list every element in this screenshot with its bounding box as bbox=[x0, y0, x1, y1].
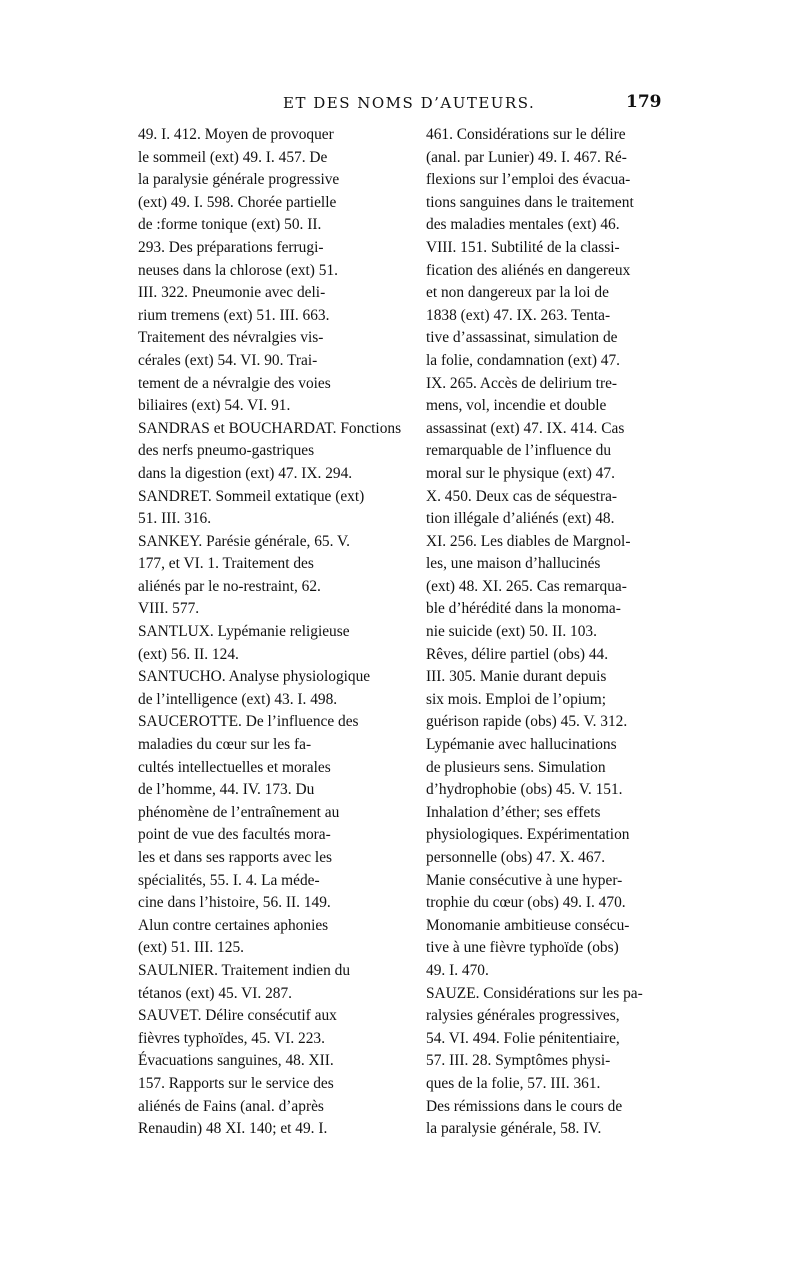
text-line: fication des aliénés en dangereux bbox=[426, 261, 631, 279]
text-line: la folie, condamnation (ext) 47. bbox=[426, 351, 621, 369]
text-line: VIII. 577. bbox=[138, 600, 200, 618]
left-column bbox=[138, 124, 402, 1141]
text-line: de :forme tonique (ext) 50. II. bbox=[138, 216, 322, 234]
text-line: trophie du cœur (obs) 49. I. 470. bbox=[426, 894, 626, 912]
text-line: tion illégale d’aliénés (ext) 48. bbox=[426, 510, 615, 528]
text-line: tive d’assassinat, simulation de bbox=[426, 329, 618, 347]
text-line: des nerfs pneumo-gastriques bbox=[138, 442, 315, 460]
text-line: Rêves, délire partiel (obs) 44. bbox=[426, 645, 609, 663]
text-line: des maladies mentales (ext) 46. bbox=[426, 216, 620, 234]
text-line: 293. Des préparations ferrugi- bbox=[138, 238, 324, 256]
text-line: Renaudin) 48 XI. 140; et 49. I. bbox=[138, 1120, 328, 1138]
text-line: 49. I. 470. bbox=[426, 961, 489, 979]
text-line: Traitement des névralgies vis- bbox=[138, 329, 324, 347]
text-line: 157. Rapports sur le service des bbox=[138, 1074, 334, 1092]
text-line: cultés intellectuelles et morales bbox=[138, 758, 331, 776]
text-line: ble d’hérédité dans la monoma- bbox=[426, 600, 621, 618]
text-line: nie suicide (ext) 50. II. 103. bbox=[426, 623, 597, 641]
text-line: mens, vol, incendie et double bbox=[426, 397, 607, 415]
text-line: spécialités, 55. I. 4. La méde- bbox=[138, 871, 320, 889]
text-line: les et dans ses rapports avec les bbox=[138, 849, 333, 866]
text-line: Monomanie ambitieuse consécu- bbox=[426, 916, 630, 934]
text-line: d’hydrophobie (obs) 45. V. 151. bbox=[426, 781, 623, 799]
text-line: 51. III. 316. bbox=[138, 510, 212, 528]
text-line: six mois. Emploi de l’opium; bbox=[426, 690, 606, 708]
text-line: Évacuations sanguines, 48. XII. bbox=[138, 1052, 334, 1070]
text-line: flexions sur l’emploi des évacua- bbox=[426, 171, 631, 189]
text-line: et non dangereux par la loi de bbox=[426, 284, 609, 302]
text-line: tement de a névralgie des voies bbox=[138, 374, 331, 392]
text-line: IX. 265. Accès de delirium tre- bbox=[426, 374, 618, 392]
text-line: la paralysie générale, 58. IV. bbox=[426, 1120, 602, 1138]
text-line: SANKEY. Parésie générale, 65. V. bbox=[138, 532, 351, 550]
text-line: de l’intelligence (ext) 43. I. 498. bbox=[138, 690, 338, 708]
text-line: cérales (ext) 54. VI. 90. Trai- bbox=[138, 351, 318, 369]
text-line: (ext) 56. II. 124. bbox=[138, 645, 239, 663]
text-line: guérison rapide (obs) 45. V. 312. bbox=[426, 713, 628, 731]
text-line: de plusieurs sens. Simulation bbox=[426, 758, 606, 776]
text-line: aliénés par le no-restraint, 62. bbox=[138, 577, 321, 595]
text-line: 177, et VI. 1. Traitement des bbox=[138, 555, 314, 573]
text-line: VIII. 151. Subtilité de la classi- bbox=[426, 238, 620, 256]
text-line: (ext) 48. XI. 265. Cas remarqua- bbox=[426, 577, 627, 595]
text-line: remarquable de l’influence du bbox=[426, 442, 612, 460]
text-line: XI. 256. Les diables de Margnol- bbox=[426, 532, 631, 550]
text-line: SANDRET. Sommeil extatique (ext) bbox=[138, 487, 365, 505]
text-line: dans la digestion (ext) 47. IX. 294. bbox=[138, 464, 353, 482]
text-line: ques de la folie, 57. III. 361. bbox=[426, 1074, 601, 1092]
text-line: 1838 (ext) 47. IX. 263. Tenta- bbox=[426, 306, 611, 324]
text-line: SAUZE. Considérations sur les pa- bbox=[426, 984, 643, 1002]
text-line: SANDRAS et BOUCHARDAT. Fonctions bbox=[138, 419, 402, 437]
right-column bbox=[426, 124, 678, 1141]
text-line: la paralysie générale progressive bbox=[138, 171, 340, 189]
text-line: Manie consécutive à une hyper- bbox=[426, 871, 623, 889]
text-line: rium tremens (ext) 51. III. 663. bbox=[138, 306, 330, 324]
text-line: personnelle (obs) 47. X. 467. bbox=[426, 849, 606, 866]
text-line: III. 305. Manie durant depuis bbox=[426, 668, 607, 686]
text-line: le sommeil (ext) 49. I. 457. De bbox=[138, 148, 328, 166]
header-title: ET DES NOMS D’AUTEURS. bbox=[283, 94, 536, 112]
text-line: SANTUCHO. Analyse physiologique bbox=[138, 668, 371, 686]
text-line: Des rémissions dans le cours de bbox=[426, 1097, 623, 1115]
text-line: maladies du cœur sur les fa- bbox=[138, 736, 312, 754]
text-line: aliénés de Fains (anal. d’après bbox=[138, 1097, 324, 1115]
text-line: 49. I. 412. Moyen de provoquer bbox=[138, 126, 334, 143]
text-line: point de vue des facultés mora- bbox=[138, 826, 331, 844]
text-line: ralysies générales progressives, bbox=[426, 1007, 620, 1025]
text-line: tétanos (ext) 45. VI. 287. bbox=[138, 984, 293, 1002]
page-number: 179 bbox=[626, 92, 662, 112]
text-line: fièvres typhoïdes, 45. VI. 223. bbox=[138, 1029, 325, 1047]
text-line: SAUCEROTTE. De l’influence des bbox=[138, 713, 359, 731]
text-line: 461. Considérations sur le délire bbox=[426, 126, 626, 143]
text-line: tions sanguines dans le traitement bbox=[426, 193, 634, 211]
text-line: SANTLUX. Lypémanie religieuse bbox=[138, 623, 350, 641]
text-line: 57. III. 28. Symptômes physi- bbox=[426, 1052, 611, 1070]
text-line: Alun contre certaines aphonies bbox=[138, 916, 329, 934]
text-line: (anal. par Lunier) 49. I. 467. Ré- bbox=[426, 148, 627, 166]
text-line: les, une maison d’hallucinés bbox=[426, 555, 601, 573]
text-line: SAUVET. Délire consécutif aux bbox=[138, 1007, 337, 1025]
text-line: III. 322. Pneumonie avec deli- bbox=[138, 284, 326, 302]
text-line: Inhalation d’éther; ses effets bbox=[426, 803, 601, 821]
text-line: neuses dans la chlorose (ext) 51. bbox=[138, 261, 339, 279]
text-line: biliaires (ext) 54. VI. 91. bbox=[138, 397, 291, 415]
text-line: cine dans l’histoire, 56. II. 149. bbox=[138, 894, 331, 912]
text-line: phénomène de l’entraînement au bbox=[138, 803, 340, 821]
text-line: assassinat (ext) 47. IX. 414. Cas bbox=[426, 419, 625, 437]
text-line: 54. VI. 494. Folie pénitentiaire, bbox=[426, 1029, 620, 1047]
text-line: tive à une fièvre typhoïde (obs) bbox=[426, 939, 619, 957]
text-line: de l’homme, 44. IV. 173. Du bbox=[138, 781, 315, 799]
text-line: Lypémanie avec hallucinations bbox=[426, 736, 617, 754]
text-line: (ext) 51. III. 125. bbox=[138, 939, 244, 957]
text-line: X. 450. Deux cas de séquestra- bbox=[426, 487, 618, 505]
text-line: physiologiques. Expérimentation bbox=[426, 826, 630, 844]
running-header bbox=[0, 92, 800, 122]
text-line: SAULNIER. Traitement indien du bbox=[138, 961, 351, 979]
text-line: (ext) 49. I. 598. Chorée partielle bbox=[138, 193, 337, 211]
text-line: moral sur le physique (ext) 47. bbox=[426, 464, 615, 482]
